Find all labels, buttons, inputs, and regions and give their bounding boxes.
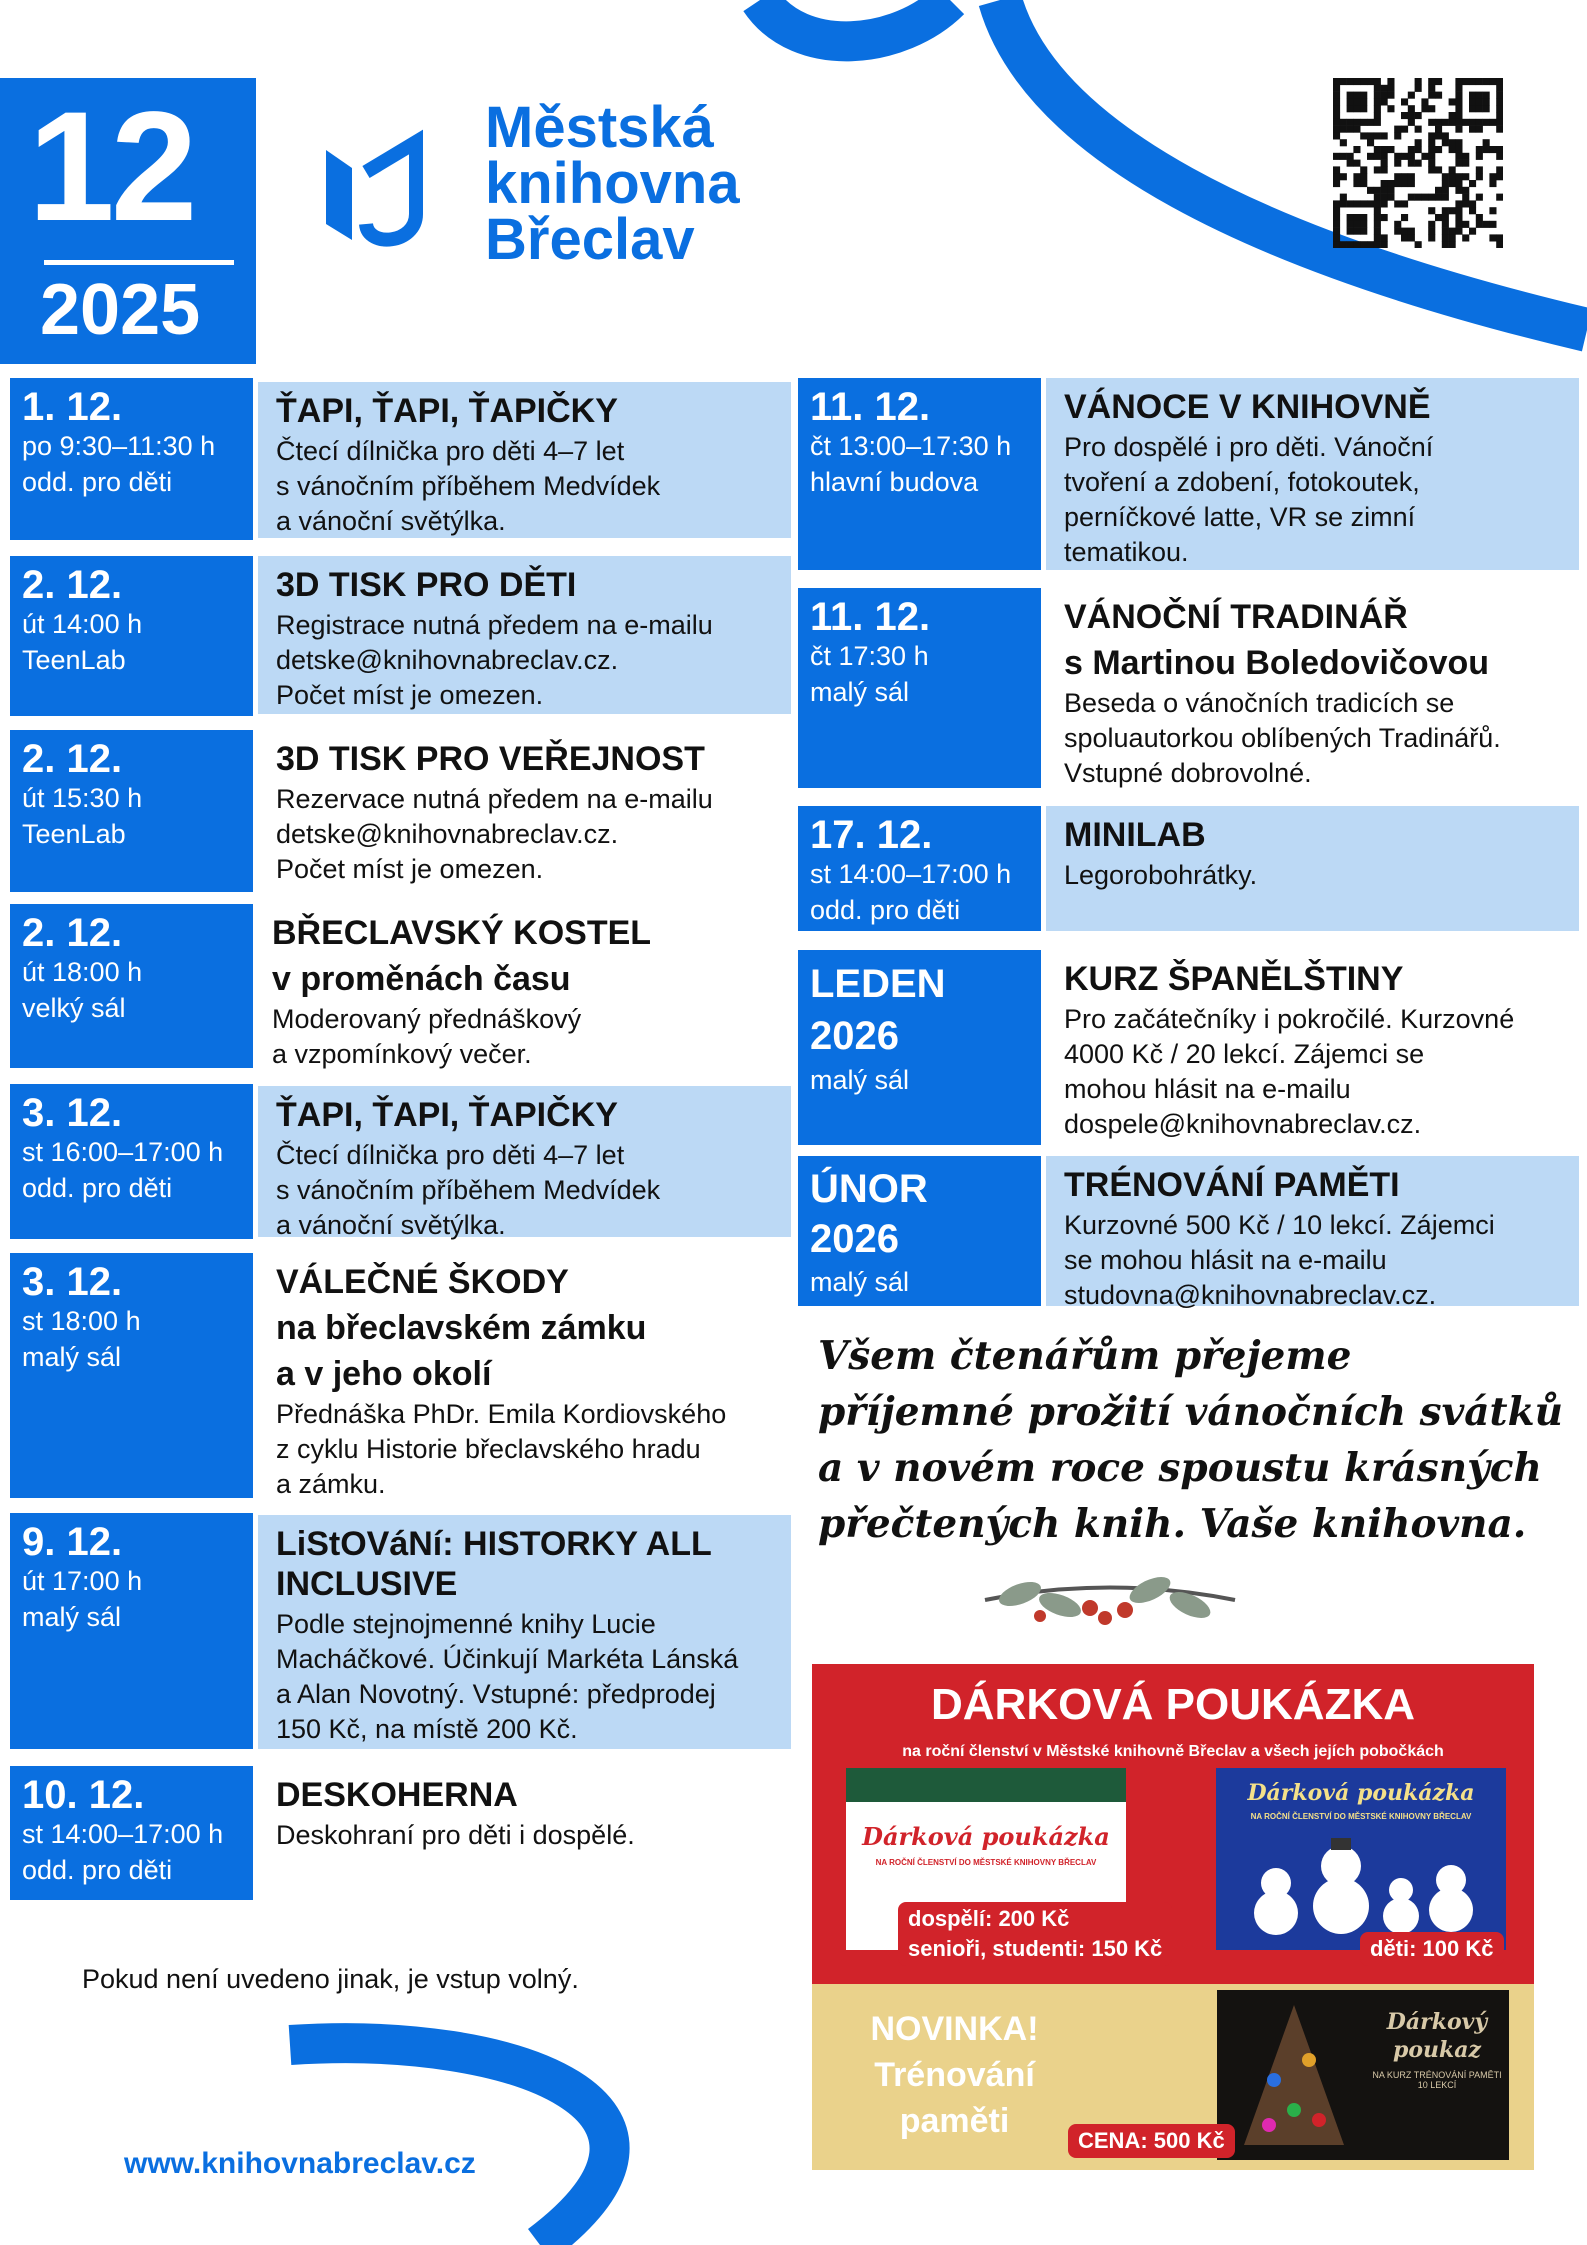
- card-title-line: poukaz: [1392, 2037, 1482, 2063]
- date-label: ÚNOR: [810, 1167, 928, 1211]
- event-desc: spoluautorkou oblíbených Tradinářů.: [1064, 723, 1501, 753]
- event-desc: a Alan Novotný. Vstupné: předprodej: [276, 1679, 716, 1709]
- event-desc: se mohou hlásit na e-mailu: [1064, 1245, 1387, 1275]
- pine-branch-icon: [846, 1768, 1126, 1802]
- event-title: LiStOVáNí: HISTORKY ALL: [276, 1525, 712, 1563]
- event-date: [798, 1156, 1041, 1306]
- date-label: 10. 12.: [22, 1773, 145, 1817]
- event-desc: Rezervace nutná předem na e-mailu: [276, 784, 713, 814]
- library-name: [485, 95, 740, 272]
- event-desc: Registrace nutná předem na e-mailu: [276, 610, 713, 640]
- memory-course-panel: [812, 1984, 1534, 2170]
- event-desc: tematikou.: [1064, 537, 1189, 567]
- date-label: LEDEN: [810, 962, 946, 1006]
- event-info: [258, 1515, 791, 1749]
- free-entry-note: Pokud není uvedeno jinak, je vstup volný.: [82, 1964, 579, 1994]
- event-date: [10, 904, 253, 1068]
- price-tag: [898, 1902, 1172, 1966]
- date-label: 17. 12.: [810, 813, 933, 857]
- card-subtitle: NA ROČNÍ ČLENSTVÍ DO MĚSTSKÉ KNIHOVNY BŘECLAV: [1250, 1812, 1472, 1821]
- event-date: [10, 1253, 253, 1498]
- event-desc: detske@knihovnabreclav.cz.: [276, 645, 619, 675]
- time-label: čt 17:30 h: [810, 641, 929, 671]
- place-label: malý sál: [810, 1065, 910, 1095]
- event-date: [10, 1766, 253, 1900]
- event-date: [798, 378, 1041, 570]
- voucher-card-child: [1216, 1768, 1506, 1950]
- event-info: [258, 382, 791, 538]
- time-label: čt 13:00–17:30 h: [810, 431, 1012, 461]
- event-date: [798, 588, 1041, 788]
- event-title: ŤAPI, ŤAPI, ŤAPIČKY: [276, 392, 618, 430]
- novinka-text: [812, 2006, 1097, 2144]
- divider: [44, 260, 234, 265]
- event-info: [1046, 1156, 1579, 1310]
- logo-line: Městská: [485, 95, 714, 160]
- event-desc: Čtecí dílnička pro děti 4–7 let: [276, 1140, 625, 1170]
- time-label: po 9:30–11:30 h: [22, 431, 216, 461]
- event-desc: Pro dospělé i pro děti. Vánoční: [1064, 432, 1434, 462]
- event-desc: Přednáška PhDr. Emila Kordiovského: [276, 1399, 727, 1429]
- event-desc: Deskohraní pro děti i dospělé.: [276, 1820, 635, 1850]
- event-desc: Vstupné dobrovolné.: [1064, 758, 1312, 788]
- event-info: [1046, 378, 1579, 570]
- place-label: malý sál: [22, 1602, 122, 1632]
- year-number: 2025: [40, 270, 201, 350]
- logo-line: knihovna: [485, 151, 740, 216]
- place-label: odd. pro děti: [22, 467, 173, 497]
- event-info: [1046, 806, 1579, 931]
- price-adult: dospělí: 200 Kč: [908, 1906, 1070, 1931]
- date-label: 2. 12.: [22, 563, 123, 607]
- event-desc: 150 Kč, na místě 200 Kč.: [276, 1714, 578, 1744]
- card-title: [1367, 2008, 1507, 2064]
- date-label: 3. 12.: [22, 1091, 123, 1135]
- snowmen-icon: [1236, 1828, 1486, 1938]
- price-senior: senioři, studenti: 150 Kč: [908, 1936, 1163, 1961]
- date-label: 11. 12.: [810, 595, 931, 639]
- event-title: KURZ ŠPANĚLŠTINY: [1064, 960, 1404, 998]
- event-desc: a zámku.: [276, 1469, 386, 1499]
- time-label: st 14:00–17:00 h: [22, 1819, 224, 1849]
- event-title: VÁNOČNÍ TRADINÁŘ: [1064, 598, 1408, 636]
- date-year-label: 2026: [810, 1217, 899, 1261]
- event-desc: Beseda o vánočních tradicích se: [1064, 688, 1455, 718]
- event-desc: tvoření a zdobení, fotokoutek,: [1064, 467, 1420, 497]
- event-desc: dospele@knihovnabreclav.cz.: [1064, 1109, 1422, 1139]
- place-label: malý sál: [810, 677, 910, 707]
- event-date: [10, 1513, 253, 1749]
- novinka-line: Trénování: [874, 2056, 1035, 2094]
- event-info: [1046, 588, 1579, 788]
- place-label: odd. pro děti: [22, 1173, 173, 1203]
- event-desc: a vánoční světýlka.: [276, 506, 506, 536]
- time-label: út 17:00 h: [22, 1566, 143, 1596]
- card-subtitle: NA ROČNÍ ČLENSTVÍ DO MĚSTSKÉ KNIHOVNY BŘECLAV: [875, 1858, 1097, 1867]
- time-label: út 14:00 h: [22, 609, 143, 639]
- place-label: TeenLab: [22, 645, 126, 675]
- event-title: VÁNOCE V KNIHOVNĚ: [1064, 388, 1431, 426]
- date-year-label: 2026: [810, 1014, 899, 1058]
- event-desc: a vzpomínkový večer.: [272, 1039, 532, 1069]
- event-date: [798, 950, 1041, 1145]
- event-info: [258, 1766, 791, 1900]
- event-desc: a vánoční světýlka.: [276, 1210, 506, 1240]
- event-info: [258, 556, 791, 714]
- event-info: [254, 904, 791, 1068]
- event-desc: 4000 Kč / 20 lekcí. Zájemci se: [1064, 1039, 1425, 1069]
- card-subtitle: NA KURZ TRÉNOVÁNÍ PAMĚTI 10 LEKCÍ: [1372, 2070, 1502, 2090]
- event-desc: z cyklu Historie břeclavského hradu: [276, 1434, 701, 1464]
- event-date: [10, 556, 253, 716]
- event-desc: perníčkové latte, VR se zimní: [1064, 502, 1416, 532]
- event-subtitle: s Martinou Boledovičovou: [1064, 644, 1490, 682]
- time-label: st 18:00 h: [22, 1306, 141, 1336]
- place-label: malý sál: [810, 1267, 910, 1297]
- time-label: út 15:30 h: [22, 783, 143, 813]
- place-label: malý sál: [22, 1342, 122, 1372]
- mistletoe-icon: [980, 1560, 1240, 1640]
- event-desc: Macháčkové. Účinkují Markéta Lánská: [276, 1644, 739, 1674]
- event-info: [258, 1086, 791, 1240]
- event-subtitle: INCLUSIVE: [276, 1565, 458, 1603]
- gift-voucher-panel: [812, 1664, 1534, 1984]
- place-label: odd. pro děti: [22, 1855, 173, 1885]
- time-label: út 18:00 h: [22, 957, 143, 987]
- logo-line: Břeclav: [485, 207, 695, 272]
- date-label: 1. 12.: [22, 385, 123, 429]
- event-desc: s vánočním příběhem Medvídek: [276, 471, 661, 501]
- event-desc: studovna@knihovnabreclav.cz.: [1064, 1280, 1437, 1310]
- date-label: 3. 12.: [22, 1260, 123, 1304]
- event-date: [798, 806, 1041, 931]
- place-label: odd. pro děti: [810, 895, 961, 925]
- event-title: 3D TISK PRO VEŘEJNOST: [276, 740, 705, 778]
- event-desc: Pro začátečníky i pokročilé. Kurzovné: [1064, 1004, 1515, 1034]
- month-badge: [0, 78, 256, 364]
- event-date: [10, 730, 253, 892]
- event-desc: detske@knihovnabreclav.cz.: [276, 819, 619, 849]
- event-date: [10, 378, 253, 540]
- library-logo-icon: [312, 128, 430, 256]
- event-title: VÁLEČNÉ ŠKODY: [276, 1263, 569, 1301]
- greeting-line: příjemné prožití vánočních svátků: [818, 1389, 1563, 1435]
- event-desc: s vánočním příběhem Medvídek: [276, 1175, 661, 1205]
- place-label: TeenLab: [22, 819, 126, 849]
- event-desc: mohou hlásit na e-mailu: [1064, 1074, 1351, 1104]
- card-title: Dárková poukázka: [1247, 1780, 1475, 1806]
- date-label: 2. 12.: [22, 737, 123, 781]
- event-title: MINILAB: [1064, 816, 1206, 854]
- time-label: st 16:00–17:00 h: [22, 1137, 224, 1167]
- greeting-line: přečtených knih. Vaše knihovna.: [818, 1501, 1527, 1547]
- event-date: [10, 1084, 253, 1239]
- place-label: velký sál: [22, 993, 126, 1023]
- card-title-line: Dárkový: [1386, 2009, 1488, 2035]
- voucher-title: DÁRKOVÁ POUKÁZKA: [931, 1680, 1415, 1729]
- event-desc: Počet míst je omezen.: [276, 854, 544, 884]
- event-info: [258, 1253, 791, 1498]
- event-subtitle: v proměnách času: [272, 960, 571, 998]
- card-title: Dárková poukázka: [862, 1822, 1110, 1851]
- qr-code-icon[interactable]: [1333, 78, 1503, 248]
- month-number: 12: [28, 80, 194, 254]
- price-child: děti: 100 Kč: [1360, 1932, 1504, 1966]
- novinka-line: NOVINKA!: [870, 2010, 1039, 2048]
- price-course: CENA: 500 Kč: [1068, 2124, 1235, 2158]
- date-label: 2. 12.: [22, 911, 123, 955]
- greeting-line: a v novém roce spoustu krásných: [818, 1445, 1542, 1491]
- event-subtitle: na břeclavském zámku: [276, 1309, 647, 1347]
- event-subtitle: a v jeho okolí: [276, 1355, 492, 1393]
- event-title: BŘECLAVSKÝ KOSTEL: [272, 914, 652, 952]
- event-desc: Kurzovné 500 Kč / 10 lekcí. Zájemci: [1064, 1210, 1495, 1240]
- book-tree-icon: [1229, 2000, 1359, 2150]
- date-label: 9. 12.: [22, 1520, 123, 1564]
- event-desc: Čtecí dílnička pro děti 4–7 let: [276, 436, 625, 466]
- event-desc: Moderovaný přednáškový: [272, 1004, 582, 1034]
- event-desc: Počet míst je omezen.: [276, 680, 544, 710]
- event-title: ŤAPI, ŤAPI, ŤAPIČKY: [276, 1096, 618, 1134]
- voucher-subtitle: na roční členství v Městské knihovně Břeclav a všech jejích pobočkách: [902, 1743, 1444, 1760]
- voucher-card-course: [1217, 1990, 1509, 2160]
- event-title: DESKOHERNA: [276, 1776, 518, 1814]
- event-desc: Podle stejnojmenné knihy Lucie: [276, 1609, 656, 1639]
- holiday-greeting: [818, 1328, 1578, 1552]
- event-title: 3D TISK PRO DĚTI: [276, 566, 577, 604]
- novinka-line: paměti: [899, 2102, 1010, 2140]
- website-link[interactable]: www.knihovnabreclav.cz: [124, 2147, 476, 2180]
- event-desc: Legorobohrátky.: [1064, 860, 1258, 890]
- event-info: [258, 730, 791, 892]
- greeting-line: Všem čtenářům přejeme: [818, 1333, 1352, 1379]
- time-label: st 14:00–17:00 h: [810, 859, 1012, 889]
- date-label: 11. 12.: [810, 385, 931, 429]
- place-label: hlavní budova: [810, 467, 979, 497]
- event-info: [1046, 950, 1579, 1145]
- event-title: TRÉNOVÁNÍ PAMĚTI: [1064, 1166, 1400, 1204]
